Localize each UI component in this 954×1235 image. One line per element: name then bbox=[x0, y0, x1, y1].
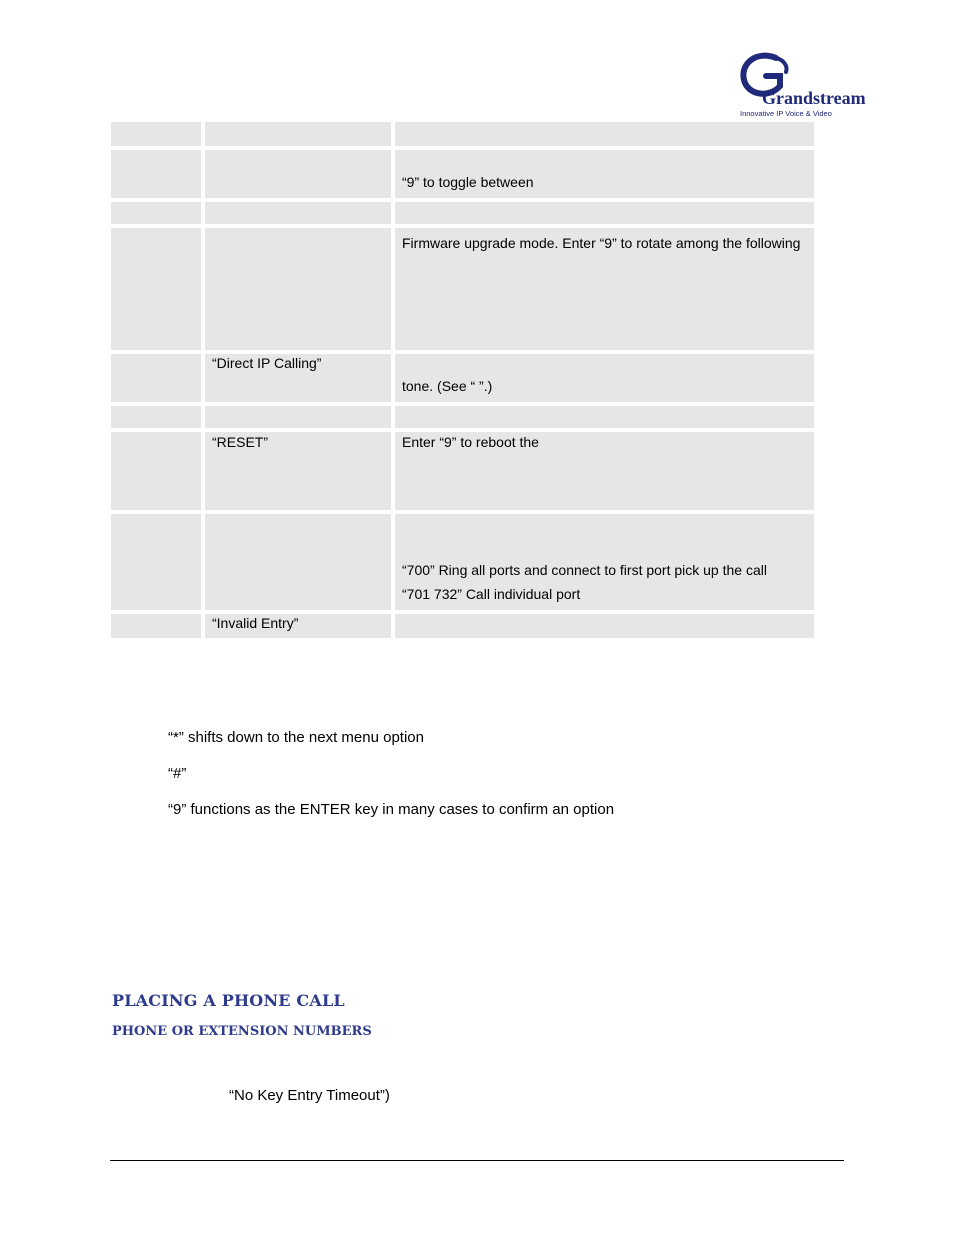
table-cell bbox=[111, 122, 201, 146]
table-cell bbox=[205, 122, 391, 146]
table-cell bbox=[111, 514, 201, 610]
grandstream-logo bbox=[736, 46, 866, 118]
table-cell bbox=[205, 432, 391, 510]
cell-text: “Direct IP Calling” bbox=[212, 355, 322, 371]
logo-wordmark: Grandstream bbox=[762, 88, 866, 108]
table-cell bbox=[111, 354, 201, 402]
cell-text: Enter “9” to reboot the bbox=[402, 434, 539, 450]
table-row bbox=[111, 228, 814, 350]
cell-text: “700” Ring all ports and connect to first port pick up the call bbox=[402, 562, 767, 578]
cell-text: “RESET” bbox=[212, 434, 268, 450]
table-cell bbox=[111, 432, 201, 510]
table-row bbox=[111, 354, 814, 402]
table-row bbox=[111, 432, 814, 510]
paragraph-text: “No Key Entry Timeout”) bbox=[229, 1087, 390, 1104]
table-cell bbox=[395, 228, 814, 350]
section-subheading: PHONE OR EXTENSION NUMBERS bbox=[112, 1024, 372, 1039]
table-cell bbox=[205, 228, 391, 350]
table-row bbox=[111, 514, 814, 610]
table-cell bbox=[395, 150, 814, 198]
table-cell bbox=[205, 354, 391, 402]
table-cell bbox=[205, 406, 391, 428]
note-line: “*” shifts down to the next menu option bbox=[168, 729, 424, 746]
table-cell bbox=[395, 202, 814, 224]
table-row bbox=[111, 406, 814, 428]
cell-text: “701 732” Call individual port bbox=[402, 586, 581, 602]
table-cell bbox=[205, 514, 391, 610]
table-cell bbox=[111, 614, 201, 638]
cell-text: Firmware upgrade mode. Enter “9” to rotate among the following bbox=[402, 235, 801, 251]
table-cell bbox=[395, 354, 814, 402]
table-cell bbox=[395, 406, 814, 428]
table-row bbox=[111, 202, 814, 224]
table-cell bbox=[111, 202, 201, 224]
footer-divider bbox=[110, 1160, 844, 1161]
table-row bbox=[111, 122, 814, 146]
cell-text: tone. (See “ ”.) bbox=[402, 378, 493, 394]
note-line: “9” functions as the ENTER key in many cases to confirm an option bbox=[168, 801, 615, 818]
logo-tagline: Innovative IP Voice & Video bbox=[740, 109, 832, 118]
table-row bbox=[111, 150, 814, 198]
note-line: “#” bbox=[168, 765, 187, 782]
table-cell bbox=[111, 228, 201, 350]
table-cell bbox=[205, 614, 391, 638]
cell-text: “9” to toggle between bbox=[402, 174, 534, 190]
table-cell bbox=[395, 614, 814, 638]
table-cell bbox=[395, 122, 814, 146]
table-cell bbox=[111, 150, 201, 198]
table-cell bbox=[205, 202, 391, 224]
section-heading: PLACING A PHONE CALL bbox=[112, 991, 345, 1010]
table-cell bbox=[111, 406, 201, 428]
cell-text: “Invalid Entry” bbox=[212, 615, 299, 631]
table-cell bbox=[395, 432, 814, 510]
table-cell bbox=[395, 514, 814, 610]
table-cell bbox=[205, 150, 391, 198]
table-row bbox=[111, 614, 814, 638]
